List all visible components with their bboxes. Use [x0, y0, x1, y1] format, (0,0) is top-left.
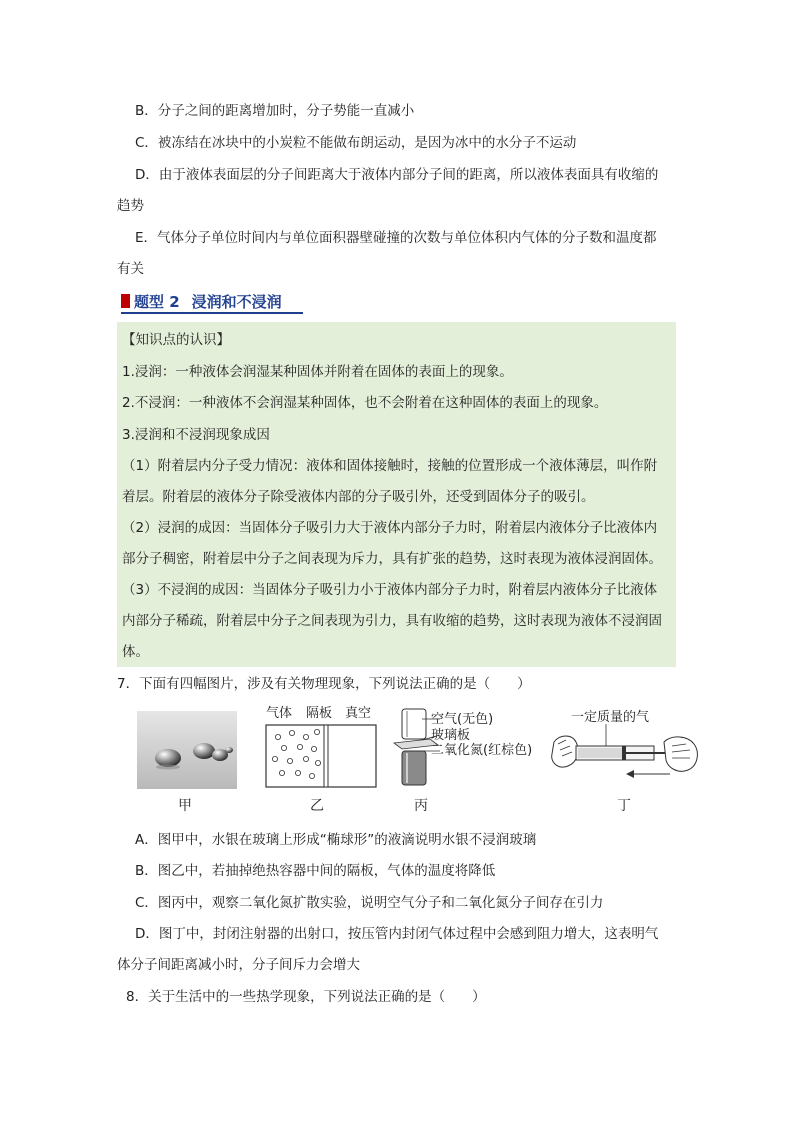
- q7-option-d-line1: D．图丁中，封闭注射器的出射口，按压管内封闭气体过程中会感到阻力增大，这表明气: [135, 926, 659, 942]
- q6-option-e-line1: E．气体分子单位时间内与单位面积器壁碰撞的次数与单位体积内气体的分子数和温度都: [135, 230, 657, 246]
- q7-stem: 7．下面有四幅图片，涉及有关物理现象，下列说法正确的是（ ）: [117, 676, 531, 692]
- figure-yi-label-partition: 隔板: [306, 706, 333, 721]
- figure-bing-caption: 丙: [414, 798, 428, 814]
- figure-ding-label-gas: 一定质量的气: [571, 710, 650, 725]
- knowledge-line: 1.浸润：一种液体会润湿某种固体并附着在固体的表面上的现象。: [122, 364, 513, 380]
- figure-yi-label-vacuum: 真空: [345, 706, 372, 721]
- figure-yi-caption: 乙: [310, 798, 324, 814]
- knowledge-line: 部分子稠密，附着层中分子之间表现为斥力，具有扩张的趋势，这时表现为液体浸润固体。: [122, 551, 662, 567]
- q6-option-d-line1: D．由于液体表面层的分子间距离大于液体内部分子间的距离，所以液体表面具有收缩的: [135, 167, 659, 183]
- knowledge-line: 3.浸润和不浸润现象成因: [122, 427, 270, 443]
- knowledge-line: 内部分子稀疏，附着层中分子之间表现为引力，具有收缩的趋势，这时表现为液体不浸润固: [122, 613, 662, 629]
- knowledge-line: （3）不浸润的成因：当固体分子吸引力小于液体内部分子力时，附着层内液体分子比液体: [122, 582, 658, 598]
- q7-option-d-line2: 体分子间距离减小时，分子间斥力会增大: [117, 957, 360, 973]
- knowledge-line: （1）附着层内分子受力情况：液体和固体接触时，接触的位置形成一个液体薄层，叫作附: [122, 458, 658, 474]
- section-title: 浸润和不浸润: [191, 292, 282, 311]
- figure-bing-label-glass: 玻璃板: [431, 728, 471, 743]
- figure-ding-caption: 丁: [617, 798, 631, 814]
- knowledge-title: 【知识点的认识】: [122, 332, 230, 348]
- section-underline: [121, 312, 303, 314]
- knowledge-line: 体。: [122, 644, 149, 660]
- section-marker-icon: [121, 294, 130, 308]
- q7-option-a: A．图甲中，水银在玻璃上形成“椭球形”的液滴说明水银不浸润玻璃: [135, 832, 537, 848]
- figure-bing-label-no2: 二氧化氮(红棕色): [431, 743, 533, 758]
- q6-option-e-line2: 有关: [117, 261, 144, 277]
- section-number: 题型 2: [134, 292, 180, 311]
- knowledge-line: 2.不浸润：一种液体不会润湿某种固体，也不会附着在这种固体的表面上的现象。: [122, 395, 608, 411]
- knowledge-line: 着层。附着层的液体分子除受液体内部的分子吸引外，还受到固体分子的吸引。: [122, 489, 595, 505]
- q8-stem: 8．关于生活中的一些热学现象，下列说法正确的是（ ）: [126, 989, 486, 1005]
- knowledge-line: （2）浸润的成因：当固体分子吸引力大于液体内部分子力时，附着层内液体分子比液体内: [122, 520, 658, 536]
- figure-jia: [137, 711, 237, 789]
- q7-option-c: C．图丙中，观察二氧化氮扩散实验，说明空气分子和二氧化氮分子间存在引力: [135, 895, 604, 911]
- figure-yi-label-gas: 气体: [266, 706, 293, 721]
- q6-option-d-line2: 趋势: [117, 198, 144, 214]
- section-heading: [121, 289, 282, 313]
- q6-option-b: B．分子之间的距离增加时，分子势能一直减小: [135, 103, 415, 119]
- q6-option-c: C．被冻结在冰块中的小炭粒不能做布朗运动，是因为冰中的水分子不运动: [135, 135, 577, 151]
- figure-jia-caption: 甲: [178, 798, 192, 814]
- figure-ding: [546, 722, 706, 788]
- figure-bing-label-air: 空气(无色): [431, 712, 494, 727]
- q7-option-b: B．图乙中，若抽掉绝热容器中间的隔板，气体的温度将降低: [135, 863, 496, 879]
